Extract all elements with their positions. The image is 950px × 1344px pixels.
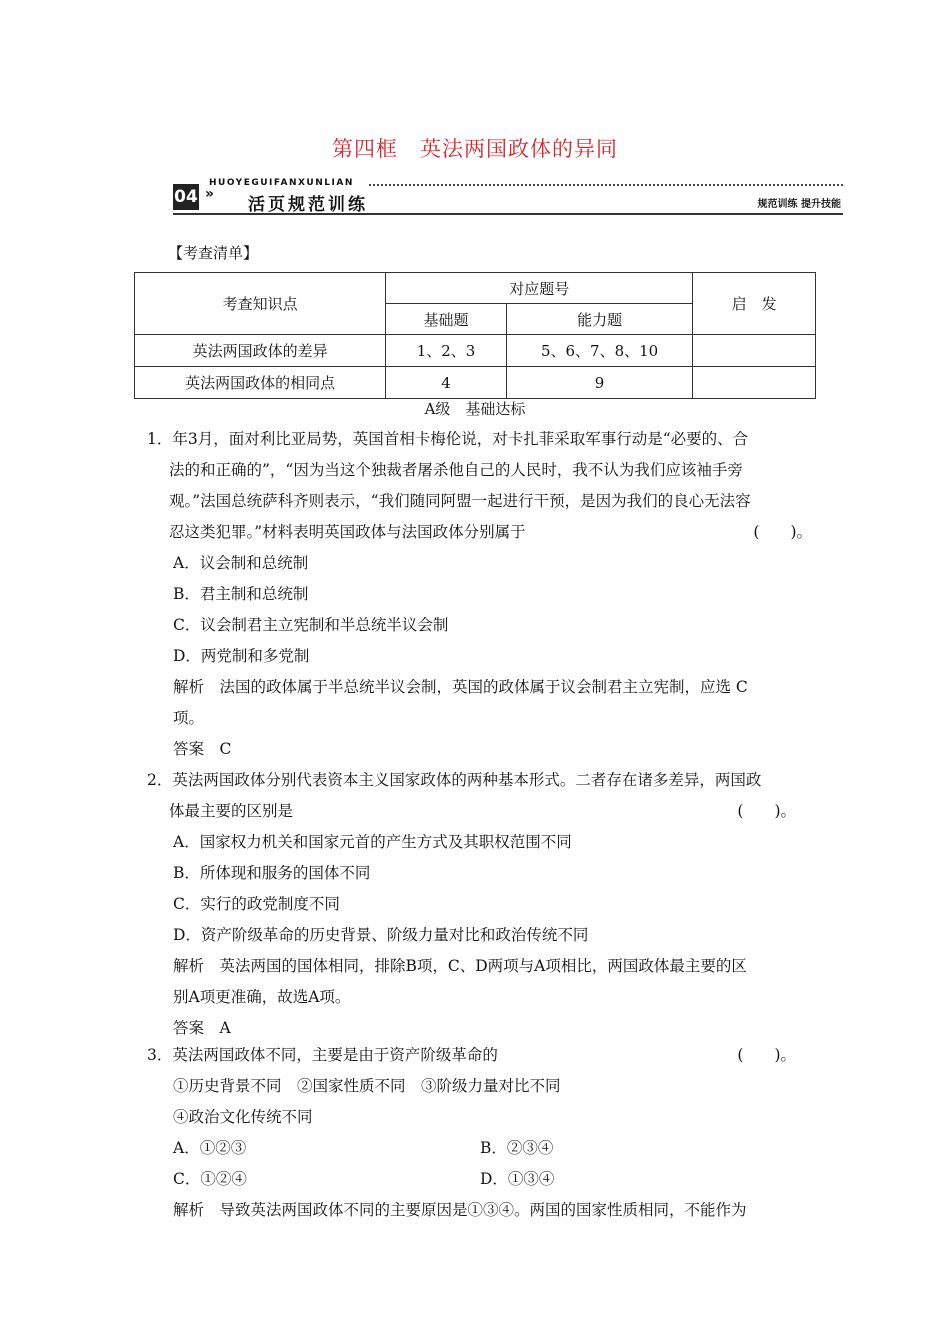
analysis-line: 解析 导致英法两国政体不同的主要原因是①③④。两国的国家性质相同，不能作为 [173, 1201, 747, 1219]
answer: 答案 C [173, 740, 232, 758]
option-b: B．君主制和总统制 [173, 585, 309, 603]
analysis-line: 别A项更准确，故选A项。 [173, 988, 351, 1006]
banner-slogan: 规范训练 提升技能 [757, 199, 841, 210]
banner-dotted-line [369, 184, 843, 186]
answer-blank: ( )。 [753, 523, 812, 541]
check-list-label: 【考查清单】 [168, 244, 259, 262]
option-b: B．②③④ [480, 1139, 554, 1157]
level-heading: A级 基础达标 [424, 400, 526, 418]
option-d: D．资产阶级革命的历史背景、阶级力量对比和政治传统不同 [173, 926, 589, 944]
question-line-last [147, 796, 812, 827]
cell-ability: 5、6、7、8、10 [506, 335, 692, 367]
question-1 [147, 424, 812, 765]
statement-items: ④政治文化传统不同 [173, 1108, 313, 1126]
header-basic: 基础题 [386, 304, 507, 335]
option-a: A．议会制和总统制 [173, 554, 309, 572]
header-insight: 启 发 [693, 273, 816, 335]
question-line: 观。”法国总统萨科齐则表示，“我们随同阿盟一起进行干预，是因为我们的良心无法容 [169, 492, 751, 510]
header-questions: 对应题号 [386, 273, 693, 304]
banner-pinyin: HUOYEGUIFANXUNLIAN [209, 178, 354, 188]
question-line-last [147, 517, 812, 548]
option-a: A．国家权力机关和国家元首的产生方式及其职权范围不同 [173, 833, 572, 851]
option-c: C．议会制君主立宪制和半总统半议会制 [173, 616, 449, 634]
cell-topic: 英法两国政体的相同点 [135, 367, 386, 399]
page-title: 第四框 英法两国政体的异同 [332, 137, 618, 161]
analysis-line: 项。 [173, 709, 205, 727]
banner-heading: 活页规范训练 [248, 195, 368, 215]
question-line-last [147, 1040, 812, 1071]
question-text: 忍这类犯罪。”材料表明英国政体与法国政体分别属于 [169, 523, 526, 541]
question-line: 1．年3月，面对利比亚局势，英国首相卡梅伦说，对卡扎菲采取军事行动是“必要的、合 [147, 430, 749, 448]
option-d: D．两党制和多党制 [173, 647, 310, 665]
section-banner [173, 178, 843, 218]
analysis-line: 解析 英法两国的国体相同，排除B项，C、D两项与A项相比，两国政体最主要的区 [173, 957, 747, 975]
option-a: A．①②③ [173, 1139, 247, 1157]
question-line: 2．英法两国政体分别代表资本主义国家政体的两种基本形式。二者存在诸多差异，两国政 [147, 771, 762, 789]
option-row [147, 1133, 812, 1164]
cell-topic: 英法两国政体的差异 [135, 335, 386, 367]
question-text: 体最主要的区别是 [169, 802, 294, 820]
option-c: C．①②④ [173, 1170, 247, 1188]
statement-items: ①历史背景不同 ②国家性质不同 ③阶级力量对比不同 [173, 1077, 561, 1095]
option-c: C．实行的政党制度不同 [173, 895, 340, 913]
analysis-line: 解析 法国的政体属于半总统半议会制，英国的政体属于议会制君主立宪制，应选 C [173, 678, 748, 696]
knowledge-table [134, 272, 816, 399]
cell-basic: 4 [386, 367, 507, 399]
option-row [147, 1164, 812, 1195]
question-2 [147, 765, 812, 1044]
answer-blank: ( )。 [737, 1046, 796, 1064]
cell-insight [693, 335, 816, 367]
double-arrow-icon: » [205, 186, 215, 202]
option-d: D．①③④ [480, 1170, 555, 1188]
banner-rule [173, 213, 843, 215]
answer-blank: ( )。 [737, 802, 796, 820]
cell-basic: 1、2、3 [386, 335, 507, 367]
table-row [135, 367, 816, 399]
answer: 答案 A [173, 1019, 231, 1037]
question-text: 3．英法两国政体不同，主要是由于资产阶级革命的 [147, 1046, 498, 1064]
question-3 [147, 1040, 812, 1226]
cell-ability: 9 [506, 367, 692, 399]
option-b: B．所体现和服务的国体不同 [173, 864, 371, 882]
question-line: 法的和正确的”，“因为当这个独裁者屠杀他自己的人民时，我不认为我们应该袖手旁 [169, 461, 743, 479]
cell-insight [693, 367, 816, 399]
header-ability: 能力题 [506, 304, 692, 335]
header-knowledge: 考查知识点 [135, 273, 386, 335]
section-number: 04 [173, 184, 199, 210]
table-row [135, 335, 816, 367]
